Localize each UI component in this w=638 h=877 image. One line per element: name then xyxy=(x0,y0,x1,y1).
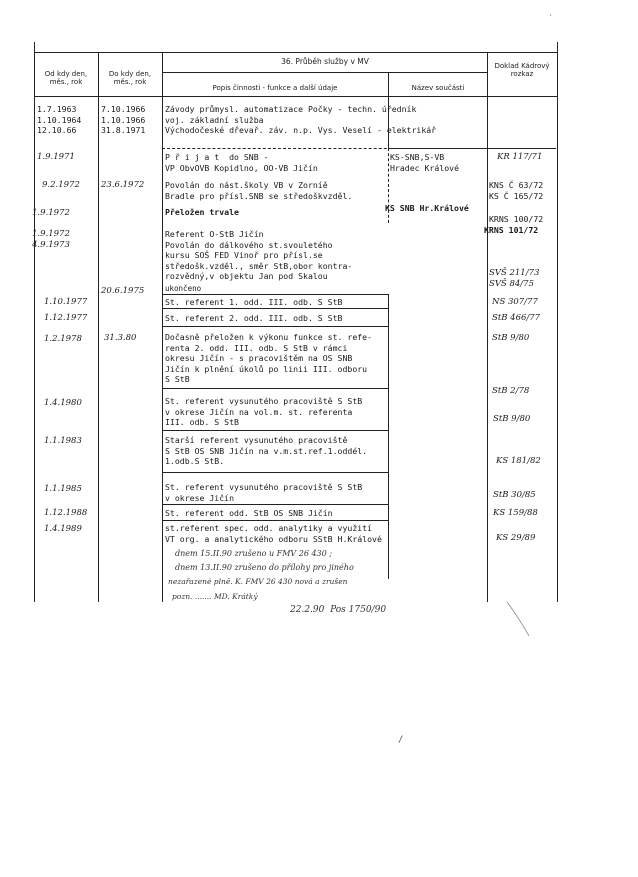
header-bottom-rule xyxy=(34,96,557,97)
row-from: 1.7.1963 1.10.1964 12.10.66 xyxy=(37,104,82,136)
row-doc: KS 159/88 xyxy=(493,508,538,518)
row-separator xyxy=(388,148,556,149)
row-from: 1.4.1980 xyxy=(44,398,82,408)
row-rule xyxy=(162,504,388,505)
row-doc: KR 117/71 xyxy=(497,152,543,162)
row-rule xyxy=(162,326,388,327)
row-doc: SVŠ 211/73 SVŠ 84/75 xyxy=(489,268,540,289)
row-from: 1.9.1972 xyxy=(32,208,70,218)
row-desc: ukončeno xyxy=(165,284,202,293)
row-from: 9.2.1972 xyxy=(42,180,80,190)
row-from: 1.9.1972 4.9.1973 xyxy=(32,229,70,250)
row-desc: Přeložen trvale xyxy=(165,207,239,217)
row-doc: KS 29/89 xyxy=(496,533,536,543)
row-doc: KRNS 100/72 xyxy=(489,214,544,224)
row-from: 1.9.1971 xyxy=(37,152,75,162)
row-unit: KS-SNB,S-VB Hradec Králové xyxy=(390,152,460,173)
row-from: 1.10.1977 xyxy=(44,297,88,307)
row-from: 1.1.1983 xyxy=(44,436,82,446)
row-rule xyxy=(162,294,388,295)
header-top-rule xyxy=(34,52,557,53)
row-to: 23.6.1972 xyxy=(101,180,145,190)
stamp-line: dnem 15.II.90 zrušeno u FMV 26 430 ; xyxy=(175,549,332,558)
scan-mark: / xyxy=(398,735,404,745)
row-doc: StB 30/85 xyxy=(493,490,536,500)
row-doc: StB 466/77 xyxy=(492,313,541,323)
row-desc: St. referent 1. odd. III. odb. S StB xyxy=(165,297,343,307)
row-desc: Referent O-StB Jičín Povolán do dálkového st.svouletého kursu SOŠ FED Vinoř pro přísl.se středošk.vzděl., směr StB,obor kontra- rozvědný,v objektu Jan pod Skalou xyxy=(165,229,353,282)
row-doc: KRNS 101/72 xyxy=(484,225,539,235)
header-from: Od kdy den, měs., rok xyxy=(44,70,88,86)
stamp-line: pozn. ....... MD. Krátký xyxy=(172,592,258,601)
row-rule xyxy=(162,430,388,431)
row-unit: KS SNB Hr.Králové xyxy=(385,203,469,213)
row-rule xyxy=(162,308,388,309)
row-from: 1.12.1977 xyxy=(44,313,88,323)
row-desc: St. referent 2. odd. III. odb. S StB xyxy=(165,313,343,323)
row-desc: St. referent vysunutého pracoviště S StB v okrese Jičín na vol.m. st. referenta III. odb. S StB xyxy=(165,396,363,428)
row-to: 31.3.80 xyxy=(104,333,137,343)
row-doc: StB 9/80 StB 2/78 xyxy=(492,333,530,396)
row-doc: KS 181/82 xyxy=(496,456,541,466)
header-mid-rule xyxy=(162,72,487,73)
stamp-line: dnem 13.II.90 zrušeno do přílohy pro jiného xyxy=(175,563,354,572)
pen-stroke-decoration xyxy=(505,600,533,640)
header-to: Do kdy den, měs., rok xyxy=(108,70,152,86)
header-desc: Popis činnosti - funkce a další údaje xyxy=(212,84,338,92)
row-rule xyxy=(162,388,388,389)
row-desc: Závody průmysl. automatizace Počky - techn. úředník voj. základní služba Východočeské dřevař. záv. n.p. Vys. Veselí - elektrikář xyxy=(165,104,437,136)
row-rule xyxy=(162,520,388,521)
scan-mark: ′ xyxy=(548,14,554,24)
col-rule-1 xyxy=(98,52,99,602)
row-doc: NS 307/77 xyxy=(492,297,538,307)
row-separator-dashed xyxy=(162,148,412,149)
row-desc: St. referent vysunutého pracoviště S StB v okrese Jičín xyxy=(165,482,363,503)
row-desc: Starší referent vysunutého pracoviště S StB OS SNB Jičín na v.m.st.ref.1.oddél. 1.odb.S StB. xyxy=(165,435,368,467)
row-desc: Dočasně přeložen k výkonu funkce st. refe- renta 2. odd. III. odb. S StB v rámci okresu Jičín - s pracovištěm na OS SNB Jičín k plnění úkolů po linii III. odboru S StB xyxy=(165,332,373,385)
row-from: 1.1.1985 xyxy=(44,484,82,494)
row-desc: Povolán do nást.školy VB v Zorníě Bradle pro přísl.SNB se středoškvzděl. xyxy=(165,180,353,201)
stamp-line: nezařazené plně. K. FMV 26 430 nová a zrušen xyxy=(168,577,348,586)
row-to: 20.6.1975 xyxy=(101,286,145,296)
header-unit: Název součásti xyxy=(411,84,465,92)
col-rule-unit-lower xyxy=(388,294,389,579)
row-doc: KNS Č 63/72 KS Č 165/72 xyxy=(489,180,544,201)
row-from: 1.4.1989 xyxy=(44,524,82,534)
header-doc: Doklad Kádrový rozkaz xyxy=(494,62,550,78)
col-rule-3 xyxy=(487,52,488,602)
handwritten-reference: 22.2.90 Pos 1750/90 xyxy=(290,605,387,615)
row-rule xyxy=(162,472,388,473)
row-to: 7.10.1966 1.10.1966 31.8.1971 xyxy=(101,104,146,136)
row-doc: StB 9/80 xyxy=(493,414,531,424)
row-from: 1.12.1988 xyxy=(44,508,88,518)
row-from: 1.2.1978 xyxy=(44,334,82,344)
row-desc: P ř i j a t do SNB - VP ObvOVB Kopidlno, OO-VB Jičín xyxy=(165,152,318,173)
row-desc: St. referent odd. StB OS SNB Jičín xyxy=(165,508,333,518)
header-section-title: 36. Průběh služby v MV xyxy=(281,57,369,66)
row-desc: st.referent spec. odd. analytiky a využití VT org. a analytického odboru SStB H.Králové xyxy=(165,523,382,544)
